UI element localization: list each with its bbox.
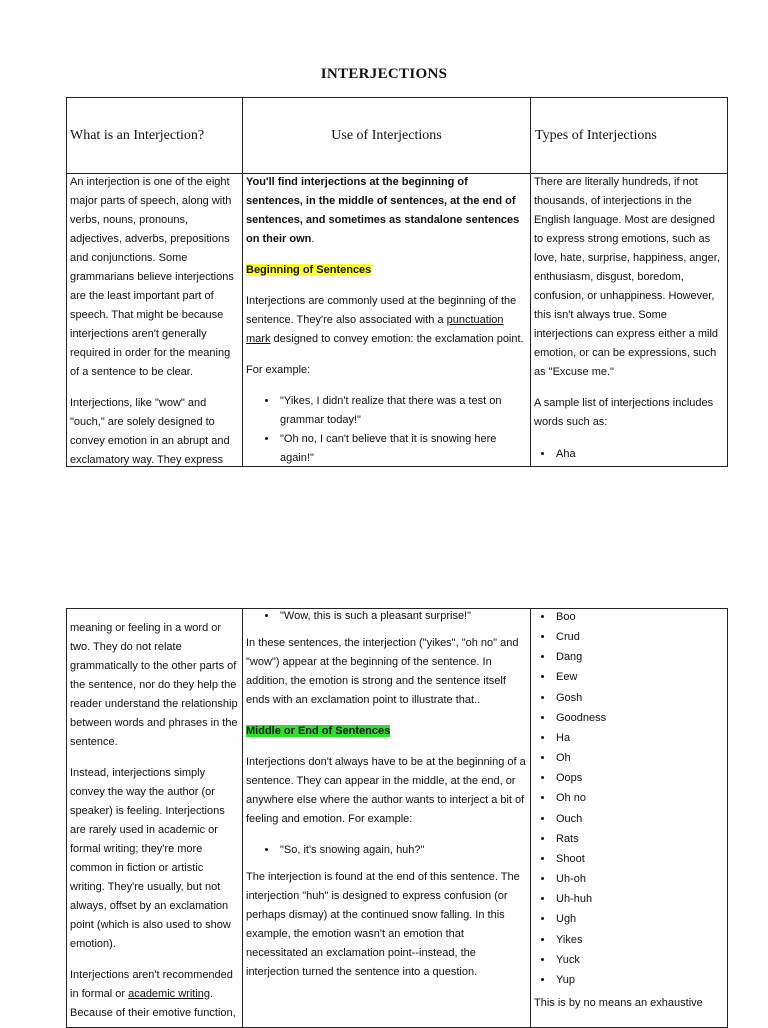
text: . Because of their emotive function, (70, 988, 236, 1019)
academic-writing-link[interactable]: academic writing (128, 988, 210, 1000)
list-item: • Uh-oh (554, 869, 724, 889)
column-divider (530, 98, 531, 466)
list-item: • Gosh (554, 688, 724, 708)
list-item: • Shoot (554, 849, 724, 869)
paragraph: Interjections, like "wow" and "ouch," are solely designed to convey emotion in an abrupt and exclamatory way. They express (70, 397, 230, 466)
paragraph: meaning or feeling in a word or two. They do not relate grammatically to the other parts of the sentence, nor do they help the reader understand the relationship between words and phrases in the sentence. (70, 622, 238, 748)
list-item: • Uh-huh (554, 889, 724, 909)
list-item: • Yikes (554, 930, 724, 950)
top-col2-cell (246, 173, 526, 466)
paragraph: This is by no means an exhaustive (534, 996, 703, 1009)
paragraph: Instead, interjections simply convey the way the author (or speaker) is feeling. Interjections are rarely used in academic or formal writing; they're more common in fiction or artistic writing. They're usually, but not always, offset by an exclamation point (which is also used to show emotion). (70, 767, 231, 950)
list-item: • Aha (554, 444, 724, 464)
list-item: • Boo (554, 607, 724, 627)
top-col1-cell (70, 173, 240, 466)
list-item: • Oh no (554, 788, 724, 808)
text: designed to convey emotion: the exclamation point. (270, 333, 524, 345)
text: . (311, 233, 315, 245)
column-divider (530, 609, 531, 1027)
text: Interjections aren't recommended in formal or (70, 969, 233, 1000)
list-item: • Ouch (554, 809, 724, 829)
paragraph (246, 173, 526, 249)
paragraph: A sample list of interjections includes words such as: (534, 397, 714, 428)
bottom-col3-cell (534, 607, 724, 1027)
column-divider (242, 609, 243, 1027)
list-item: • Yup (554, 970, 724, 990)
highlighted-heading: Middle or End of Sentences (246, 725, 391, 737)
bold-text: You'll find interjections at the beginning of sentences, in the middle of sentences, at the end of sentences, and sometimes as standalone sentences on their own (246, 176, 520, 245)
list-item: • "Wow, this is such a pleasant surprise!" (278, 607, 526, 626)
list-item: • Yuck (554, 950, 724, 970)
list-item: • Eew (554, 667, 724, 687)
list-item: • Ugh (554, 909, 724, 929)
example-list (246, 841, 526, 860)
paragraph: Interjections don't always have to be at the beginning of a sentence. They can appear in the middle, at the end, or anywhere else where the author wants to interject a bit of feeling and emotion. For example: (246, 756, 526, 825)
paragraph: There are literally hundreds, if not thousands, of interjections in the English language. Most are designed to express strong emotions, such as love, hate, surprise, happiness, anger, enthusiasm, disgust, boredom, confusion, or unhappiness. However, this isn't always true. Some interjections can express either a mild emotion, or can be expressions, such as "Excuse me." (534, 176, 720, 378)
list-item: • "So, it's snowing again, huh?" (278, 841, 526, 860)
paragraph (246, 292, 526, 349)
header-types: Types of Interjections (535, 127, 657, 143)
page-title: INTERJECTIONS (320, 66, 448, 82)
list-item: • Crud (554, 627, 724, 647)
list-item: • Oops (554, 768, 724, 788)
top-col3-cell (534, 173, 724, 466)
example-list (246, 607, 526, 626)
list-item: • Ha (554, 728, 724, 748)
list-item: • Goodness (554, 708, 724, 728)
interjection-word-list (534, 607, 724, 990)
list-item: • Rats (554, 829, 724, 849)
section-heading-middle-end (246, 722, 526, 741)
list-item: • "Oh no, I can't believe that it is snowing here again!" (278, 430, 526, 466)
bottom-col1-cell (70, 619, 240, 1027)
paragraph: The interjection is found at the end of this sentence. The interjection "huh" is designed to express confusion (or perhaps dismay) at the continued snow falling. In this example, the emotion wasn't an emotion that necessitated an exclamation point--instead, the interjection turned the sentence into a question. (246, 871, 520, 978)
paragraph: For example: (246, 364, 311, 376)
header-what-is: What is an Interjection? (70, 127, 205, 143)
list-item: • "Yikes, I didn't realize that there was a test on grammar today!" (278, 392, 526, 430)
paragraph: An interjection is one of the eight major parts of speech, along with verbs, nouns, pronouns, adjectives, adverbs, prepositions and conjunctions. Some grammarians believe interjections are the least important part of speech. That might be because interjections aren't generally required in order for the meaning of a sentence to be clear. (70, 176, 234, 378)
table-bottom (66, 608, 728, 1028)
section-heading-beginning (246, 261, 526, 280)
header-use: Use of Interjections (331, 127, 442, 143)
paragraph: In these sentences, the interjection ("yikes", "oh no" and "wow") appear at the beginning of the sentence. In addition, the emotion is strong and the sentence itself ends with an exclamation point to illustrate that.. (246, 637, 519, 706)
highlighted-heading: Beginning of Sentences (246, 264, 372, 276)
example-list (246, 392, 526, 466)
paragraph (70, 966, 240, 1023)
text: Interjections are commonly used at the beginning of the sentence. They're also associated with a (246, 295, 517, 326)
list-item: • Oh (554, 748, 724, 768)
list-item: • Dang (554, 647, 724, 667)
table-top (66, 97, 728, 467)
punctuation-mark-link[interactable]: punctuation mark (246, 314, 504, 345)
bottom-col2-cell (246, 607, 526, 1027)
interjection-word-list (534, 444, 724, 464)
